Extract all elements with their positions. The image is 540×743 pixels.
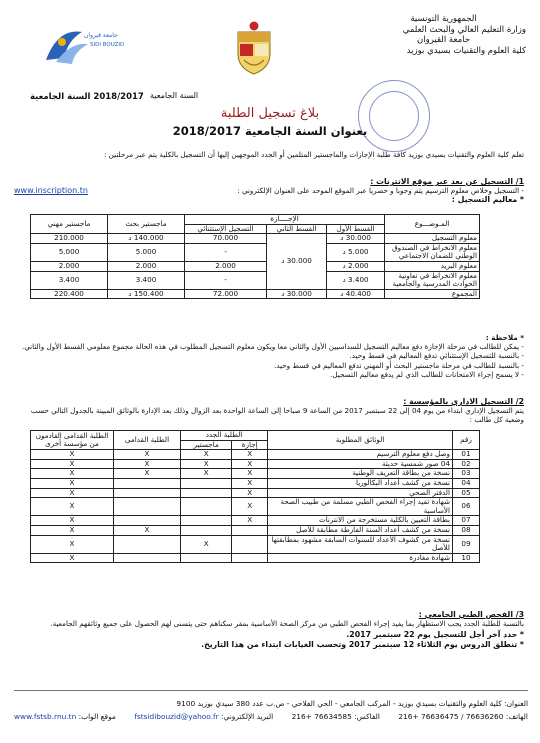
doc-name: الدفتر الصحي (268, 488, 453, 498)
docs-col-master: ماجستير (181, 440, 232, 450)
doc-old-other-mark: X (31, 498, 114, 516)
page-subtitle: بعنوان السنة الجامعية 2018/2017 (172, 124, 368, 138)
docs-col-num: رقم (453, 431, 480, 450)
doc-license-mark: X (232, 469, 268, 479)
doc-name: نسخة من كشوف الأعداد للسنوات السابقة مشهود بمطابقتها للأصل (268, 535, 453, 553)
doc-num: 09 (453, 535, 480, 553)
doc-name: نسخة من كشف أعداد السنة الفارطة مطابقة للأصل (268, 525, 453, 535)
notes-heading: * ملاحظة : (485, 333, 524, 342)
doc-license-mark (232, 553, 268, 563)
doc-old-other-mark: X (31, 459, 114, 469)
doc-master-mark (181, 525, 232, 535)
doc-master-mark: X (181, 459, 232, 469)
note-line: - يمكن للطالب في مرحلة الإجازة دفع معاليم التسجيل للسداسيين الأول والثاني معا ويكون معلوم التسجيل المطلوب في هذه الحالة مجموع معلومي القسط الأول والثاني. (21, 342, 524, 352)
section-3 (14, 610, 524, 649)
doc-name: شهادة تفيد إجراء الفحص الطبي مسلمة من طبيب الصحة الأساسية (268, 498, 453, 516)
table-row (31, 525, 480, 535)
intro-paragraph: تعلم كلية العلوم والتقنيات بسيدي بوزيد كافة طلبة الإجازات والماجستير المتلمين أو الجدد الموجهين إليها أن التسجيل بالكلية يتم عبر مرحلتين : (103, 150, 524, 159)
note-line: - بالنسبة للطالب في مرحلة ماجستير البحث أو المهني تدفع المعاليم في قسط وحيد. (273, 360, 524, 370)
fax-label: الفاكس: (354, 712, 380, 721)
fee-total-sem2: 30.000 د (266, 289, 326, 299)
table-row (31, 450, 480, 460)
doc-old-mark (114, 535, 181, 553)
doc-name: 04 صور شمسية حديثة (268, 459, 453, 469)
address-text: كلية العلوم والتقنيات بسيدي بوزيد - المركب الجامعي - الحي الفلاحي - ص.ب عدد 380 سيدي بوزيد 9100 (176, 699, 502, 708)
phone-text: 76636260 / 76636475 +216 (398, 712, 504, 721)
table-row-total (31, 289, 480, 299)
doc-master-mark: X (181, 450, 232, 460)
doc-old-other-mark: X (31, 516, 114, 526)
doc-old-other-mark: X (31, 469, 114, 479)
fee-total-exceptional: 72.000 (185, 289, 267, 299)
doc-old-other-mark: X (31, 478, 114, 488)
doc-license-mark: X (232, 516, 268, 526)
fee-research: 140.000 د (108, 234, 185, 244)
docs-col-license: إجازة (232, 440, 268, 450)
web-label: موقع الواب: (78, 712, 116, 721)
doc-name: شهادة مغادرة (268, 553, 453, 563)
phone-label: الهاتف: (505, 712, 528, 721)
notes-block (14, 333, 524, 379)
fees-col-subject: المـوضـــوع (385, 215, 480, 234)
note-line: - لا يسمح إجراء الامتحانات للطالب الذي لم يدفع معاليم التسجيل. (330, 369, 524, 379)
table-row (31, 553, 480, 563)
doc-num: 01 (453, 450, 480, 460)
doc-name: بطاقة التعيين بالكلية مستخرجة من الانترنات (268, 516, 453, 526)
fee-research: 5.000 (108, 243, 185, 261)
doc-num: 08 (453, 525, 480, 535)
fee-label: معلوم الانخراط في الصندوق الوطني للضمان الاجتماعي (385, 243, 480, 261)
documents-table (30, 430, 480, 563)
logo-caption-fr: SIDI BOUZID (90, 42, 125, 48)
fax-text: 76634585 +216 (291, 712, 352, 721)
fee-sem1: 5.000 د (327, 243, 385, 261)
table-row (31, 535, 480, 553)
doc-old-other-mark: X (31, 488, 114, 498)
doc-master-mark (181, 553, 232, 563)
footer (14, 690, 528, 723)
doc-old-mark (114, 553, 181, 563)
doc-old-other-mark: X (31, 450, 114, 460)
fees-col-master-research: ماجستير بحث (108, 215, 185, 234)
doc-license-mark: X (232, 498, 268, 516)
header-line-3: جامعة القيروان (417, 35, 470, 45)
section-2 (14, 397, 524, 425)
doc-old-other-mark: X (31, 535, 114, 553)
doc-old-mark: X (114, 525, 181, 535)
email-label: البريد الإلكتروني: (221, 712, 274, 721)
fee-total-research: 150.400 د (108, 289, 185, 299)
doc-license-mark: X (232, 459, 268, 469)
doc-num: 10 (453, 553, 480, 563)
table-row (31, 234, 480, 244)
docs-col-old-other: الطلبة القدامى القادمون من مؤسسة أخرى (31, 431, 114, 450)
doc-name: وصل دفع معلوم الترسيم (268, 450, 453, 460)
doc-name: نسخة من بطاقة التعريف الوطنية (268, 469, 453, 479)
address-label: العنوان: (504, 699, 528, 708)
table-row (31, 261, 480, 271)
section-1 (14, 177, 524, 205)
doc-master-mark: X (181, 469, 232, 479)
docs-col-new: الطلبة الجدد (181, 431, 268, 441)
fee-research: 2.000 (108, 261, 185, 271)
doc-old-other-mark: X (31, 553, 114, 563)
fee-pro: 2.000 (31, 261, 108, 271)
docs-col-docs: الوثائق المطلوبة (268, 431, 453, 450)
table-row (31, 498, 480, 516)
doc-license-mark: X (232, 450, 268, 460)
doc-num: 02 (453, 459, 480, 469)
table-row (31, 271, 480, 289)
doc-num: 03 (453, 469, 480, 479)
doc-master-mark (181, 498, 232, 516)
doc-old-other-mark: X (31, 525, 114, 535)
section-3-heading: 3/ الفحص الطبي الجامعي : (418, 610, 524, 619)
fee-exceptional: 70.000 (185, 234, 267, 244)
fee-label: معلوم البريد (385, 261, 480, 271)
doc-license-mark: X (232, 478, 268, 488)
fees-col-license: الإجــــازة (185, 215, 385, 225)
email-link[interactable]: fstsidibouzid@yahoo.fr (134, 712, 219, 721)
table-row (31, 516, 480, 526)
logo-caption-ar: جامعة قيروان (84, 32, 118, 39)
doc-old-mark (114, 498, 181, 516)
doc-old-mark (114, 488, 181, 498)
fee-total-label: المجموع (385, 289, 480, 299)
doc-master-mark (181, 516, 232, 526)
fees-table (30, 214, 480, 299)
section-2-heading: 2/ التسجيل الاداري بالمؤسسة : (403, 397, 524, 406)
fees-heading: * معاليم التسجيل : (451, 195, 524, 205)
fee-sem1: 3.400 د (327, 271, 385, 289)
doc-master-mark: X (181, 535, 232, 553)
fee-pro: 3.400 (31, 271, 108, 289)
website-link[interactable]: www.fstsb.rnu.tn (14, 712, 77, 721)
fee-sem2-merged: 30.000 د (266, 234, 326, 290)
fee-pro: 210.000 (31, 234, 108, 244)
fee-pro: 5.000 (31, 243, 108, 261)
fee-label: معلوم التسجيل (385, 234, 480, 244)
header-line-2: وزارة التعليم العالي والبحث العلمي (402, 24, 526, 35)
header-line-1: الجمهورية التونسية (410, 14, 477, 24)
doc-license-mark (232, 535, 268, 553)
section-1-heading: 1/ التسجيل عن بعد عبر موقع الانترنات : (370, 177, 524, 186)
fee-total-pro: 220.400 (31, 289, 108, 299)
section-3-text: بالنسبة للطلبة الجدد يجب الاستظهار بما يفيد إجراء الفحص الطبي من مركز الصحة الأساسية بمقر سكناهم حتى يتسنى لهم الحصول على جميع وثائقهم الجامعية. (50, 619, 524, 629)
doc-name: نسخة من كشف أعداد البكالوريا (268, 478, 453, 488)
doc-license-mark: X (232, 488, 268, 498)
inscription-link[interactable]: www.inscription.tn (14, 186, 88, 196)
fee-sem1: 2.000 د (327, 261, 385, 271)
fee-research: 3.400 (108, 271, 185, 289)
fee-exceptional: 2.000 (185, 261, 267, 271)
doc-num: 04 (453, 478, 480, 488)
page-title: بلاغ تسجيل الطلبة (220, 106, 320, 121)
table-row (31, 243, 480, 261)
fee-total-sem1: 40.400 د (327, 289, 385, 299)
header-line-4: كلية العلوم والتقنيات بسيدي بوزيد (406, 45, 526, 56)
fee-exceptional: - (185, 243, 267, 261)
fee-exceptional: - (185, 271, 267, 289)
docs-col-old: الطلبة القدامى (114, 431, 181, 450)
doc-old-mark (114, 478, 181, 488)
doc-old-mark (114, 516, 181, 526)
deadline-note: * حدد آخر أجل للتسجيل يوم 22 سبتمبر 2017. (346, 630, 524, 640)
doc-num: 07 (453, 516, 480, 526)
tunisia-emblem-icon (232, 20, 276, 76)
fees-col-master-pro: ماجستير مهني (31, 215, 108, 234)
doc-old-mark: X (114, 469, 181, 479)
academic-year: 2018/2017 السنة الجامعية (30, 92, 144, 102)
fees-col-exceptional: التسجيل الإستثنائي (185, 224, 267, 234)
doc-master-mark (181, 488, 232, 498)
doc-license-mark (232, 525, 268, 535)
faculty-logo (38, 22, 130, 72)
fees-col-sem1: القسط الأول (327, 224, 385, 234)
fee-sem1: 30.000 د (327, 234, 385, 244)
section-2-text: يتم التسجيل الإداري ابتداء من يوم 04 إلى 22 سبتمبر 2017 من الساعة 9 صباحا إلى الساعة الواحدة بعد الزوال وذلك بعد الإدارة بالوثائق المبينة بالجدول التالي حسب وضعية كل طالب : (30, 406, 524, 425)
doc-master-mark (181, 478, 232, 488)
doc-num: 06 (453, 498, 480, 516)
classes-start-note: * تنطلق الدروس يوم الثلاثاء 12 سبتمبر 2017 وتحسب الغيابات ابتداء من هذا التاريخ. (201, 639, 524, 649)
section-1-text: - التسجيل وخلاص معلوم الترسيم يتم وجوبا و حصريا عبر الموقع الموحد على العنوان الإلكتروني : (237, 186, 524, 196)
academic-year-label: السنة الجامعية (150, 91, 199, 100)
fees-col-sem2: القسط الثاني (266, 224, 326, 234)
doc-num: 05 (453, 488, 480, 498)
table-row (31, 478, 480, 488)
fee-label: معلوم الانخراط في تعاونية الحوادث المدرسية والجامعية (385, 271, 480, 289)
note-line: - بالنسبة للتسجيل الإستثنائي تدفع المعاليم في قسط وحيد. (349, 351, 524, 361)
doc-old-mark: X (114, 459, 181, 469)
doc-old-mark: X (114, 450, 181, 460)
institution-header (361, 14, 526, 56)
